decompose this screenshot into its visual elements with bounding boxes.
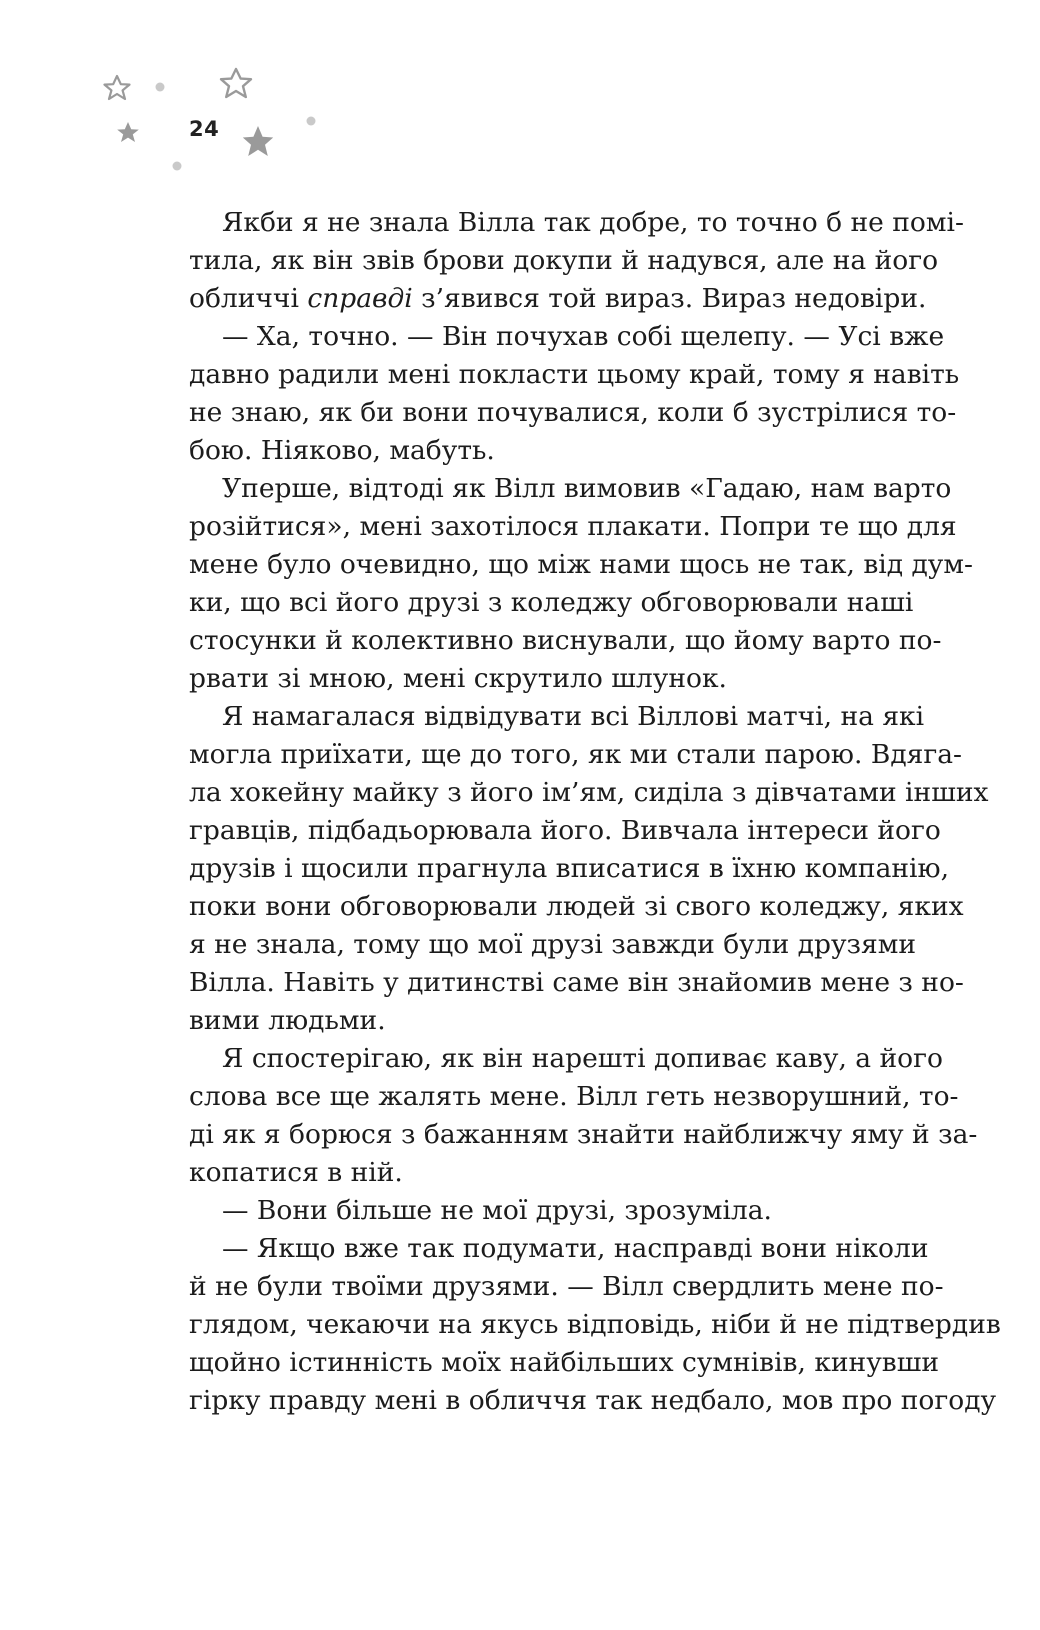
text-line: щойно істинність моїх найбільших сумнівів, кинувши <box>189 1347 940 1378</box>
page-ornament <box>0 0 340 200</box>
text-line: й не були твоїми друзями. — Вілл свердлить мене по- <box>189 1271 944 1302</box>
text-line: глядом, чекаючи на якусь відповідь, ніби й не підтвердив <box>189 1309 1001 1340</box>
text-line: вими людьми. <box>189 1005 386 1036</box>
text-line: не знаю, як би вони почувалися, коли б зустрілися то- <box>189 397 957 428</box>
text-line <box>189 280 927 318</box>
page-number: 24 <box>189 117 220 141</box>
text-line: Я спостерігаю, як він нарешті допиває каву, а його <box>222 1043 943 1074</box>
text-line: гравців, підбадьорювала його. Вивчала інтереси його <box>189 815 941 846</box>
text-line: давно радили мені покласти цьому край, тому я навіть <box>189 359 960 390</box>
text-line: — Ха, точно. — Він почухав собі щелепу. — Усі вже <box>222 321 945 352</box>
text-line: ді як я борюся з бажанням знайти найближчу яму й за- <box>189 1119 978 1150</box>
ornament-dot <box>173 162 182 171</box>
text-line: Вілла. Навіть у дитинстві саме він знайомив мене з но- <box>189 967 964 998</box>
text-line: гірку правду мені в обличчя так недбало, мов про погоду <box>189 1385 997 1416</box>
star-outline-icon <box>221 69 251 97</box>
star-outline-icon <box>105 76 130 99</box>
ornament-dot <box>307 117 316 126</box>
star-filled-icon <box>117 122 139 142</box>
text-run: з’явився той вираз. Вираз недовіри. <box>412 283 927 314</box>
emphasis-text: справді <box>307 283 413 314</box>
text-line: — Якщо вже так подумати, насправді вони ніколи <box>222 1233 929 1264</box>
text-line: друзів і щосили прагнула вписатися в їхню компанію, <box>189 853 950 884</box>
star-filled-icon <box>243 126 273 156</box>
text-line: слова все ще жалять мене. Вілл геть незворушний, то- <box>189 1081 959 1112</box>
text-line: ла хокейну майку з його ім’ям, сиділа з дівчатами інших <box>189 777 989 808</box>
text-line: поки вони обговорювали людей зі свого коледжу, яких <box>189 891 964 922</box>
text-line: мене було очевидно, що між нами щось не так, від дум- <box>189 549 973 580</box>
text-line: я не знала, тому що мої друзі завжди були друзями <box>189 929 916 960</box>
text-line: розійтися», мені захотілося плакати. Попри те що для <box>189 511 957 542</box>
text-line: копатися в ній. <box>189 1157 403 1188</box>
text-line: могла приїхати, ще до того, як ми стали парою. Вдяга- <box>189 739 962 770</box>
text-line: — Вони більше не мої друзі, зрозуміла. <box>222 1195 772 1226</box>
text-line: Якби я не знала Вілла так добре, то точно б не помі- <box>222 207 964 238</box>
text-line: ки, що всі його друзі з коледжу обговорювали наші <box>189 587 914 618</box>
text-line: бою. Ніяково, мабуть. <box>189 435 495 466</box>
text-line: тила, як він звів брови докупи й надувся, але на його <box>189 245 939 276</box>
text-line: Уперше, відтоді як Вілл вимовив «Гадаю, нам варто <box>222 473 952 504</box>
text-run: обличчі <box>189 283 308 314</box>
text-line: Я намагалася відвідувати всі Віллові матчі, на які <box>222 701 925 732</box>
text-line: рвати зі мною, мені скрутило шлунок. <box>189 663 727 694</box>
ornament-dot <box>156 83 165 92</box>
text-line: стосунки й колективно виснували, що йому варто по- <box>189 625 942 656</box>
